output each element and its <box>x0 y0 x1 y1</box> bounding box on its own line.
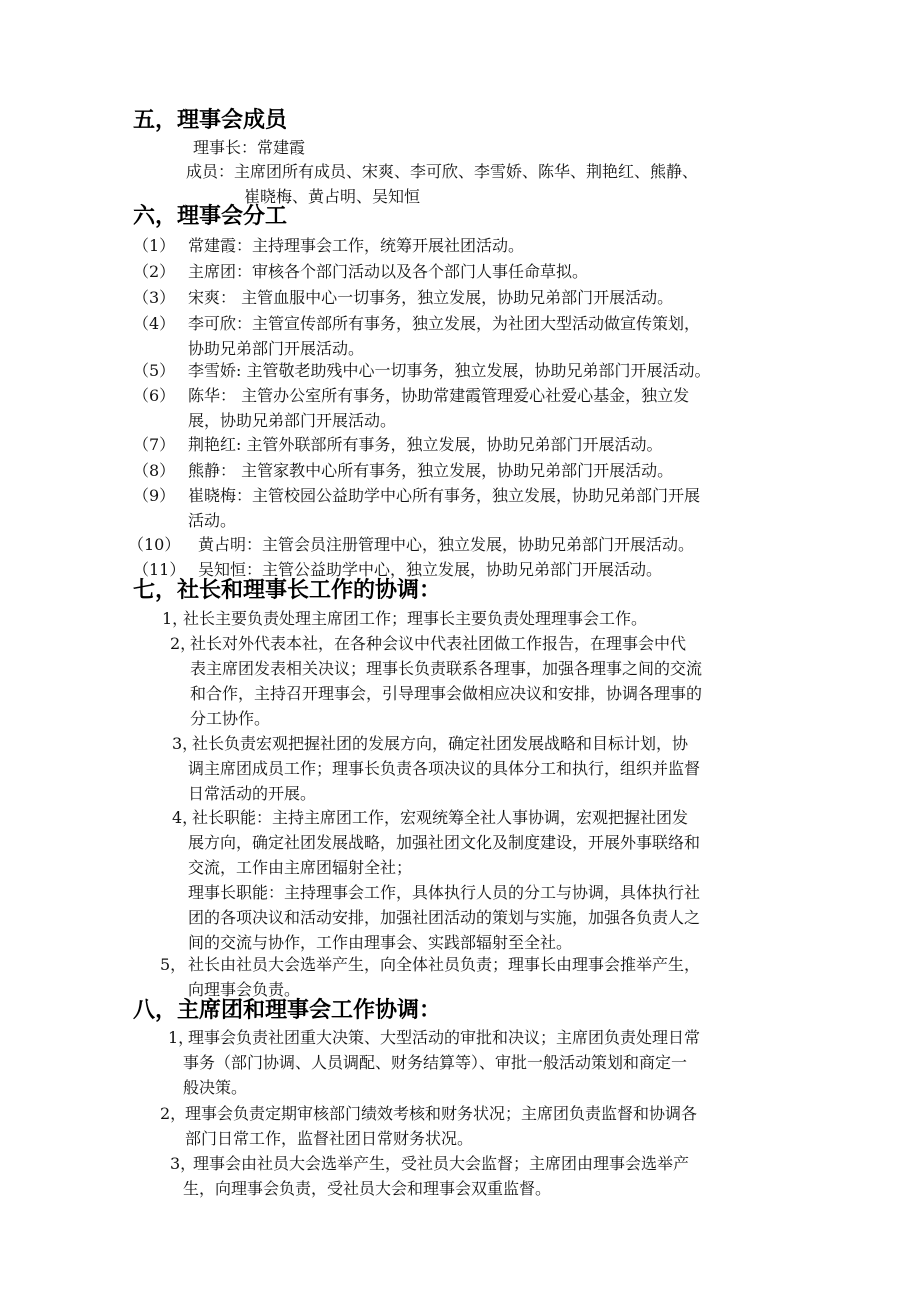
item-text-line: 熊静： 主管家教中心所有事务，独立发展，协助兄弟部门开展活动。 <box>188 461 674 480</box>
item-number: 1， <box>168 1028 195 1047</box>
item-text-line: 吴知恒：主管公益助学中心，独立发展，协助兄弟部门开展活动。 <box>198 560 663 579</box>
members-line-1: 成员：主席团所有成员、宋爽、李可欣、李雪娇、陈华、荆艳红、熊静、 <box>186 162 699 181</box>
item-text-line: 展方向，确定社团发展战略，加强社团文化及制度建设，开展外事联络和 <box>188 833 701 852</box>
item-text-line: 常建霞：主持理事会工作，统筹开展社团活动。 <box>188 236 525 255</box>
item-number: 2， <box>170 634 197 653</box>
item-number: 2， <box>160 1104 187 1123</box>
item-number: （5） <box>133 361 176 380</box>
chairman-line: 理事长：常建霞 <box>193 138 306 157</box>
item-number: 5， <box>160 955 187 974</box>
item-text-line: 社长对外代表本社，在各种会议中代表社团做工作报告，在理事会中代 <box>190 634 687 653</box>
item-text-line: 黄占明：主管会员注册管理中心，独立发展，协助兄弟部门开展活动。 <box>198 535 695 554</box>
item-text-line: 社长主要负责处理主席团工作；理事长主要负责处理理事会工作。 <box>183 609 648 628</box>
item-number: 1， <box>162 609 189 628</box>
item-number: （9） <box>133 486 176 505</box>
item-text-line: 部门日常工作，监督社团日常财务状况。 <box>185 1129 474 1148</box>
item-text-line: 社长由社员大会选举产生，向全体社员负责；理事长由理事会推举产生， <box>188 955 701 974</box>
item-text-line: 活动。 <box>188 511 237 530</box>
item-text-line: 团的各项决议和活动安排，加强社团活动的策划与实施，加强各负责人之 <box>188 908 701 927</box>
item-text-line: 交流，工作由主席团辐射全社； <box>188 858 413 877</box>
item-text-line: 向理事会负责。 <box>188 980 301 999</box>
item-number: 3， <box>172 734 199 753</box>
item-text-line: 协助兄弟部门开展活动。 <box>188 339 365 358</box>
item-text-line: 理事会由社员大会选举产生，受社员大会监督；主席团由理事会选举产 <box>193 1154 690 1173</box>
item-text-line: 理事会负责社团重大决策、大型活动的审批和决议；主席团负责处理日常 <box>188 1028 701 1047</box>
item-text-line: 陈华： 主管办公室所有事务，协助常建霞管理爱心社爱心基金，独立发 <box>188 386 690 405</box>
item-text-line: 崔晓梅：主管校园公益助学中心所有事务，独立发展，协助兄弟部门开展 <box>188 486 701 505</box>
item-text-line: 李可欣：主管宣传部所有事务，独立发展，为社团大型活动做宣传策划， <box>188 314 701 333</box>
item-number: （6） <box>133 386 176 405</box>
section-7-heading: 七，社长和理事长工作的协调： <box>133 578 442 603</box>
item-text-line: 般决策。 <box>183 1078 248 1097</box>
section-6-heading: 六，理事会分工 <box>133 204 288 229</box>
item-text-line: 宋爽： 主管血服中心一切事务，独立发展，协助兄弟部门开展活动。 <box>188 288 674 307</box>
item-number: （1） <box>133 236 176 255</box>
item-number: 4， <box>172 808 199 827</box>
item-text-line: 事务（部门协调、人员调配、财务结算等）、审批一般活动策划和商定一 <box>183 1053 688 1072</box>
item-text-line: 主席团：审核各个部门活动以及各个部门人事任命草拟。 <box>188 262 589 281</box>
members-line-2: 崔晓梅、黄占明、吴知恒 <box>244 187 421 206</box>
item-number: （4） <box>133 314 176 333</box>
item-text-line: 分工协作。 <box>190 709 271 728</box>
item-text-line: 生，向理事会负责，受社员大会和理事会双重监督。 <box>183 1179 552 1198</box>
item-number: （10） <box>128 535 181 554</box>
item-text-line: 社长负责宏观把握社团的发展方向，确定社团发展战略和目标计划，协 <box>192 734 689 753</box>
item-text-line: 日常活动的开展。 <box>188 784 317 803</box>
item-text-line: 和合作，主持召开理事会，引导理事会做相应决议和安排，协调各理事的 <box>190 684 703 703</box>
item-text-line: 荆艳红: 主管外联部所有事务，独立发展，协助兄弟部门开展活动。 <box>188 435 663 454</box>
item-number: （3） <box>133 288 176 307</box>
item-text-line: 理事会负责定期审核部门绩效考核和财务状况；主席团负责监督和协调各 <box>185 1104 698 1123</box>
item-number: （7） <box>133 435 176 454</box>
item-number: （11） <box>133 560 186 579</box>
item-number: （8） <box>133 461 176 480</box>
item-text-line: 间的交流与协作，工作由理事会、实践部辐射至全社。 <box>188 933 573 952</box>
item-number: （2） <box>133 262 176 281</box>
item-text-line: 表主席团发表相关决议；理事长负责联系各理事，加强各理事之间的交流 <box>190 659 703 678</box>
item-text-line: 社长职能：主持主席团工作，宏观统筹全社人事协调，宏观把握社团发 <box>192 808 689 827</box>
item-text-line: 理事长职能：主持理事会工作，具体执行人员的分工与协调，具体执行社 <box>188 883 701 902</box>
section-8-heading: 八，主席团和理事会工作协调： <box>133 998 442 1023</box>
item-text-line: 调主席团成员工作；理事长负责各项决议的具体分工和执行，组织并监督 <box>188 759 701 778</box>
item-text-line: 展，协助兄弟部门开展活动。 <box>188 411 397 430</box>
item-text-line: 李雪娇: 主管敬老助残中心一切事务，独立发展，协助兄弟部门开展活动。 <box>188 361 711 380</box>
item-number: 3， <box>170 1154 197 1173</box>
section-5-heading: 五，理事会成员 <box>133 108 288 133</box>
